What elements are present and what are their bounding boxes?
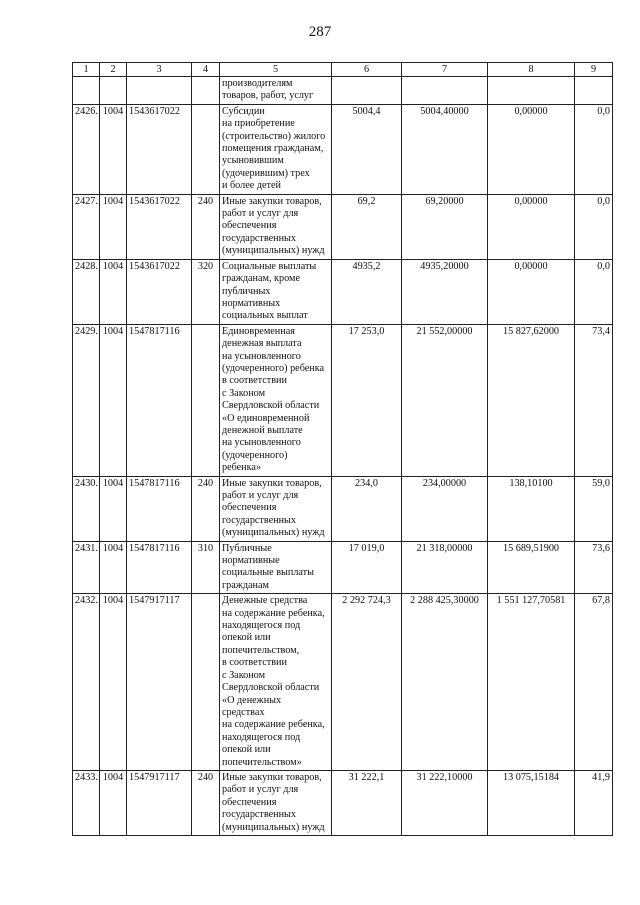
value-col7: 234,00000 <box>402 476 488 541</box>
column-header: 7 <box>402 63 488 77</box>
target-article-code: 1547817116 <box>127 541 192 594</box>
column-header: 8 <box>488 63 575 77</box>
row-number: 2430. <box>73 476 100 541</box>
item-name: Социальные выплаты гражданам, кроме публичных нормативных социальных выплат <box>220 259 332 324</box>
page-number: 287 <box>308 24 332 40</box>
section-code: 1004 <box>100 324 127 476</box>
value-col7: 2 288 425,30000 <box>402 594 488 771</box>
row-number: 2428. <box>73 259 100 324</box>
value-col6: 5004,4 <box>332 104 402 194</box>
target-article-code <box>127 77 192 105</box>
value-col8: 15 827,62000 <box>488 324 575 476</box>
value-col7 <box>402 77 488 105</box>
target-article-code: 1547917117 <box>127 770 192 835</box>
column-header: 1 <box>73 63 100 77</box>
column-header: 4 <box>192 63 220 77</box>
table-row <box>73 77 613 105</box>
item-name: Иные закупки товаров, работ и услуг для обеспечения государственных (муниципальных) нужд <box>220 770 332 835</box>
value-col6: 4935,2 <box>332 259 402 324</box>
item-name: Денежные средства на содержание ребенка, находящегося под опекой или попечительством, в соответствии с Законом Свердловской области «О денежных средствах на содержание ребенка, находящегося под опекой или попечительством» <box>220 594 332 771</box>
table-row <box>73 594 613 771</box>
column-header: 6 <box>332 63 402 77</box>
column-header: 3 <box>127 63 192 77</box>
expense-type-code <box>192 104 220 194</box>
expense-type-code: 240 <box>192 770 220 835</box>
section-code <box>100 77 127 105</box>
table-row <box>73 476 613 541</box>
target-article-code: 1543617022 <box>127 104 192 194</box>
value-col6: 17 019,0 <box>332 541 402 594</box>
value-col9: 0,0 <box>575 259 613 324</box>
table-row <box>73 104 613 194</box>
expense-type-code: 240 <box>192 476 220 541</box>
value-col9: 73,6 <box>575 541 613 594</box>
header-row <box>73 63 613 77</box>
value-col7: 21 318,00000 <box>402 541 488 594</box>
target-article-code: 1547817116 <box>127 476 192 541</box>
item-name: Иные закупки товаров, работ и услуг для обеспечения государственных (муниципальных) нужд <box>220 476 332 541</box>
section-code: 1004 <box>100 476 127 541</box>
section-code: 1004 <box>100 104 127 194</box>
value-col9: 0,0 <box>575 194 613 259</box>
item-name: Субсидии на приобретение (строительство) жилого помещения гражданам, усыновившим (удочерившим) трех и более детей <box>220 104 332 194</box>
value-col8: 138,10100 <box>488 476 575 541</box>
value-col6: 31 222,1 <box>332 770 402 835</box>
value-col8: 13 075,15184 <box>488 770 575 835</box>
column-header: 5 <box>220 63 332 77</box>
item-name: производителям товаров, работ, услуг <box>220 77 332 105</box>
expense-type-code: 320 <box>192 259 220 324</box>
value-col7: 5004,40000 <box>402 104 488 194</box>
value-col8: 0,00000 <box>488 194 575 259</box>
value-col7: 69,20000 <box>402 194 488 259</box>
table-row <box>73 324 613 476</box>
value-col8 <box>488 77 575 105</box>
item-name: Иные закупки товаров, работ и услуг для обеспечения государственных (муниципальных) нужд <box>220 194 332 259</box>
expense-type-code <box>192 77 220 105</box>
section-code: 1004 <box>100 194 127 259</box>
row-number <box>73 77 100 105</box>
row-number: 2427. <box>73 194 100 259</box>
section-code: 1004 <box>100 594 127 771</box>
expense-type-code <box>192 594 220 771</box>
value-col9: 0,0 <box>575 104 613 194</box>
section-code: 1004 <box>100 541 127 594</box>
value-col9: 73,4 <box>575 324 613 476</box>
value-col9: 41,9 <box>575 770 613 835</box>
value-col6 <box>332 77 402 105</box>
value-col8: 1 551 127,70581 <box>488 594 575 771</box>
row-number: 2432. <box>73 594 100 771</box>
value-col8: 0,00000 <box>488 259 575 324</box>
value-col9: 59,0 <box>575 476 613 541</box>
value-col8: 0,00000 <box>488 104 575 194</box>
item-name: Единовременная денежная выплата на усыновленного (удочеренного) ребенка в соответствии с Законом Свердловской области «О единовременной денежной выплате на усыновленного (удочеренного) ребенка» <box>220 324 332 476</box>
expense-type-code: 310 <box>192 541 220 594</box>
target-article-code: 1547817116 <box>127 324 192 476</box>
table-row <box>73 541 613 594</box>
row-number: 2433. <box>73 770 100 835</box>
value-col6: 234,0 <box>332 476 402 541</box>
value-col9: 67,8 <box>575 594 613 771</box>
target-article-code: 1543617022 <box>127 194 192 259</box>
value-col6: 69,2 <box>332 194 402 259</box>
value-col7: 4935,20000 <box>402 259 488 324</box>
table-row <box>73 259 613 324</box>
value-col8: 15 689,51900 <box>488 541 575 594</box>
value-col6: 2 292 724,3 <box>332 594 402 771</box>
item-name: Публичные нормативные социальные выплаты гражданам <box>220 541 332 594</box>
expense-type-code <box>192 324 220 476</box>
column-header: 9 <box>575 63 613 77</box>
value-col7: 31 222,10000 <box>402 770 488 835</box>
row-number: 2429. <box>73 324 100 476</box>
budget-table <box>72 62 613 836</box>
value-col9 <box>575 77 613 105</box>
target-article-code: 1543617022 <box>127 259 192 324</box>
value-col6: 17 253,0 <box>332 324 402 476</box>
table-row <box>73 194 613 259</box>
row-number: 2426. <box>73 104 100 194</box>
column-header: 2 <box>100 63 127 77</box>
row-number: 2431. <box>73 541 100 594</box>
section-code: 1004 <box>100 259 127 324</box>
table-row <box>73 770 613 835</box>
target-article-code: 1547917117 <box>127 594 192 771</box>
expense-type-code: 240 <box>192 194 220 259</box>
section-code: 1004 <box>100 770 127 835</box>
value-col7: 21 552,00000 <box>402 324 488 476</box>
